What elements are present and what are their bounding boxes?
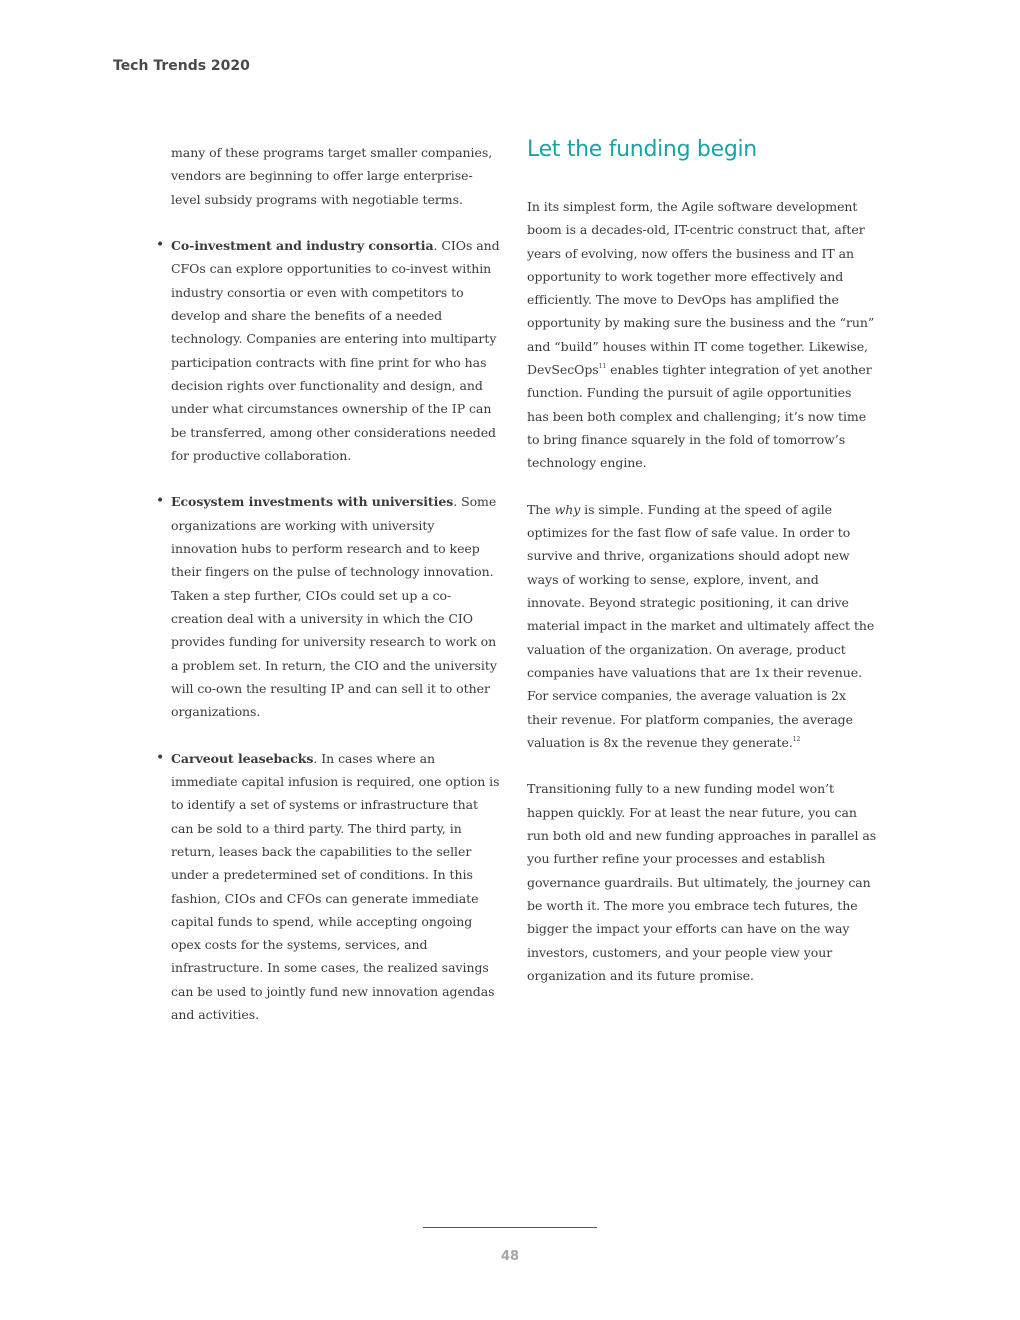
emphasis-why: why: [554, 501, 581, 517]
bullet-text: . In cases where an immediate capital infusion is required, one option is to identify a set of systems or infrastructure that can be sold to a third party. The third party, in return, leases back the capabilities to the seller under a predetermined set of conditions. In this fashion, CIOs and CFOs can generate immediate capital funds to spend, while accepting ongoing opex costs for the systems, services, and infrastructure. In some cases, the realized savings can be used to jointly fund new innovation agendas and activities.: [171, 750, 500, 1022]
bullet-carveout-leasebacks: [156, 747, 501, 1027]
running-header: Tech Trends 2020: [113, 58, 250, 74]
footer-rule: [423, 1227, 597, 1228]
paragraph-text: In its simplest form, the Agile software development boom is a decades-old, IT-centric construct that, after years of evolving, now offers the business and IT an opportunity to work together more effectively and efficiently. The move to DevOps has amplified the opportunity by making sure the business and the “run” and “build” houses within IT come together. Likewise, DevSecOps: [527, 199, 875, 378]
bullet-dot-icon: •: [156, 749, 165, 766]
paragraph-text: is simple. Funding at the speed of agile optimizes for the fast flow of safe value. In order to survive and thrive, organizations should adopt new ways of working to sense, explore, invent, and innovate. Beyond strategic positioning, it can drive material impact in the market and ultimately affect the valuation of the organization. On average, product companies have valuations that are 1x their revenue. For service companies, the average valuation is 2x their revenue. For platform companies, the average valuation is 8x the revenue they generate.: [527, 501, 875, 750]
bullet-dot-icon: •: [156, 237, 165, 254]
bullet-text: . CIOs and CFOs can explore opportunities to co-invest within industry consortia or even with competitors to develop and share the benefits of a needed technology. Companies are entering into multiparty participation contracts with fine print for who has decision rights over functionality and design, and under what circumstances ownership of the IP can be transferred, among other considerations needed for productive collaboration.: [171, 238, 500, 463]
paragraph-why: [527, 498, 877, 754]
bullet-ecosystem-investments: [156, 490, 501, 723]
page-number: 48: [500, 1249, 520, 1264]
footnote-ref: 12: [792, 735, 801, 743]
bullet-co-investment: [156, 234, 501, 467]
left-column: [156, 141, 501, 1050]
bullet-term: Ecosystem investments with universities: [171, 494, 454, 510]
bullet-term: Co-investment and industry consortia: [171, 238, 434, 254]
paragraph-text: enables tighter integration of yet another function. Funding the pursuit of agile opportunities has been both complex and challenging; it’s now time to bring finance squarely in the fold of tomorrow’s technology engine.: [527, 362, 872, 471]
right-column: [527, 133, 877, 1010]
bullet-term: Carveout leasebacks: [171, 750, 314, 766]
paragraph-text: The: [527, 501, 555, 517]
bullet-dot-icon: •: [156, 493, 165, 510]
continuation-paragraph: many of these programs target smaller companies, vendors are beginning to offer large enterprise-level subsidy programs with negotiable terms.: [171, 145, 493, 207]
footnote-ref: 11: [598, 363, 607, 371]
section-heading: Let the funding begin: [527, 137, 757, 162]
paragraph-transitioning: Transitioning fully to a new funding model won’t happen quickly. For at least the near future, you can run both old and new funding approaches in parallel as you further refine your processes and establish governance guardrails. But ultimately, the journey can be worth it. The more you embrace tech futures, the bigger the impact your efforts can have on the way investors, customers, and your people view your organization and its future promise.: [527, 781, 877, 983]
paragraph-agile-boom: [527, 195, 877, 475]
bullet-text: . Some organizations are working with university innovation hubs to perform research and to keep their fingers on the pulse of technology innovation. Taken a step further, CIOs could set up a co-creation deal with a university in which the CIO provides funding for university research to work on a problem set. In return, the CIO and the university will co-own the resulting IP and can sell it to other organizations.: [171, 494, 497, 720]
